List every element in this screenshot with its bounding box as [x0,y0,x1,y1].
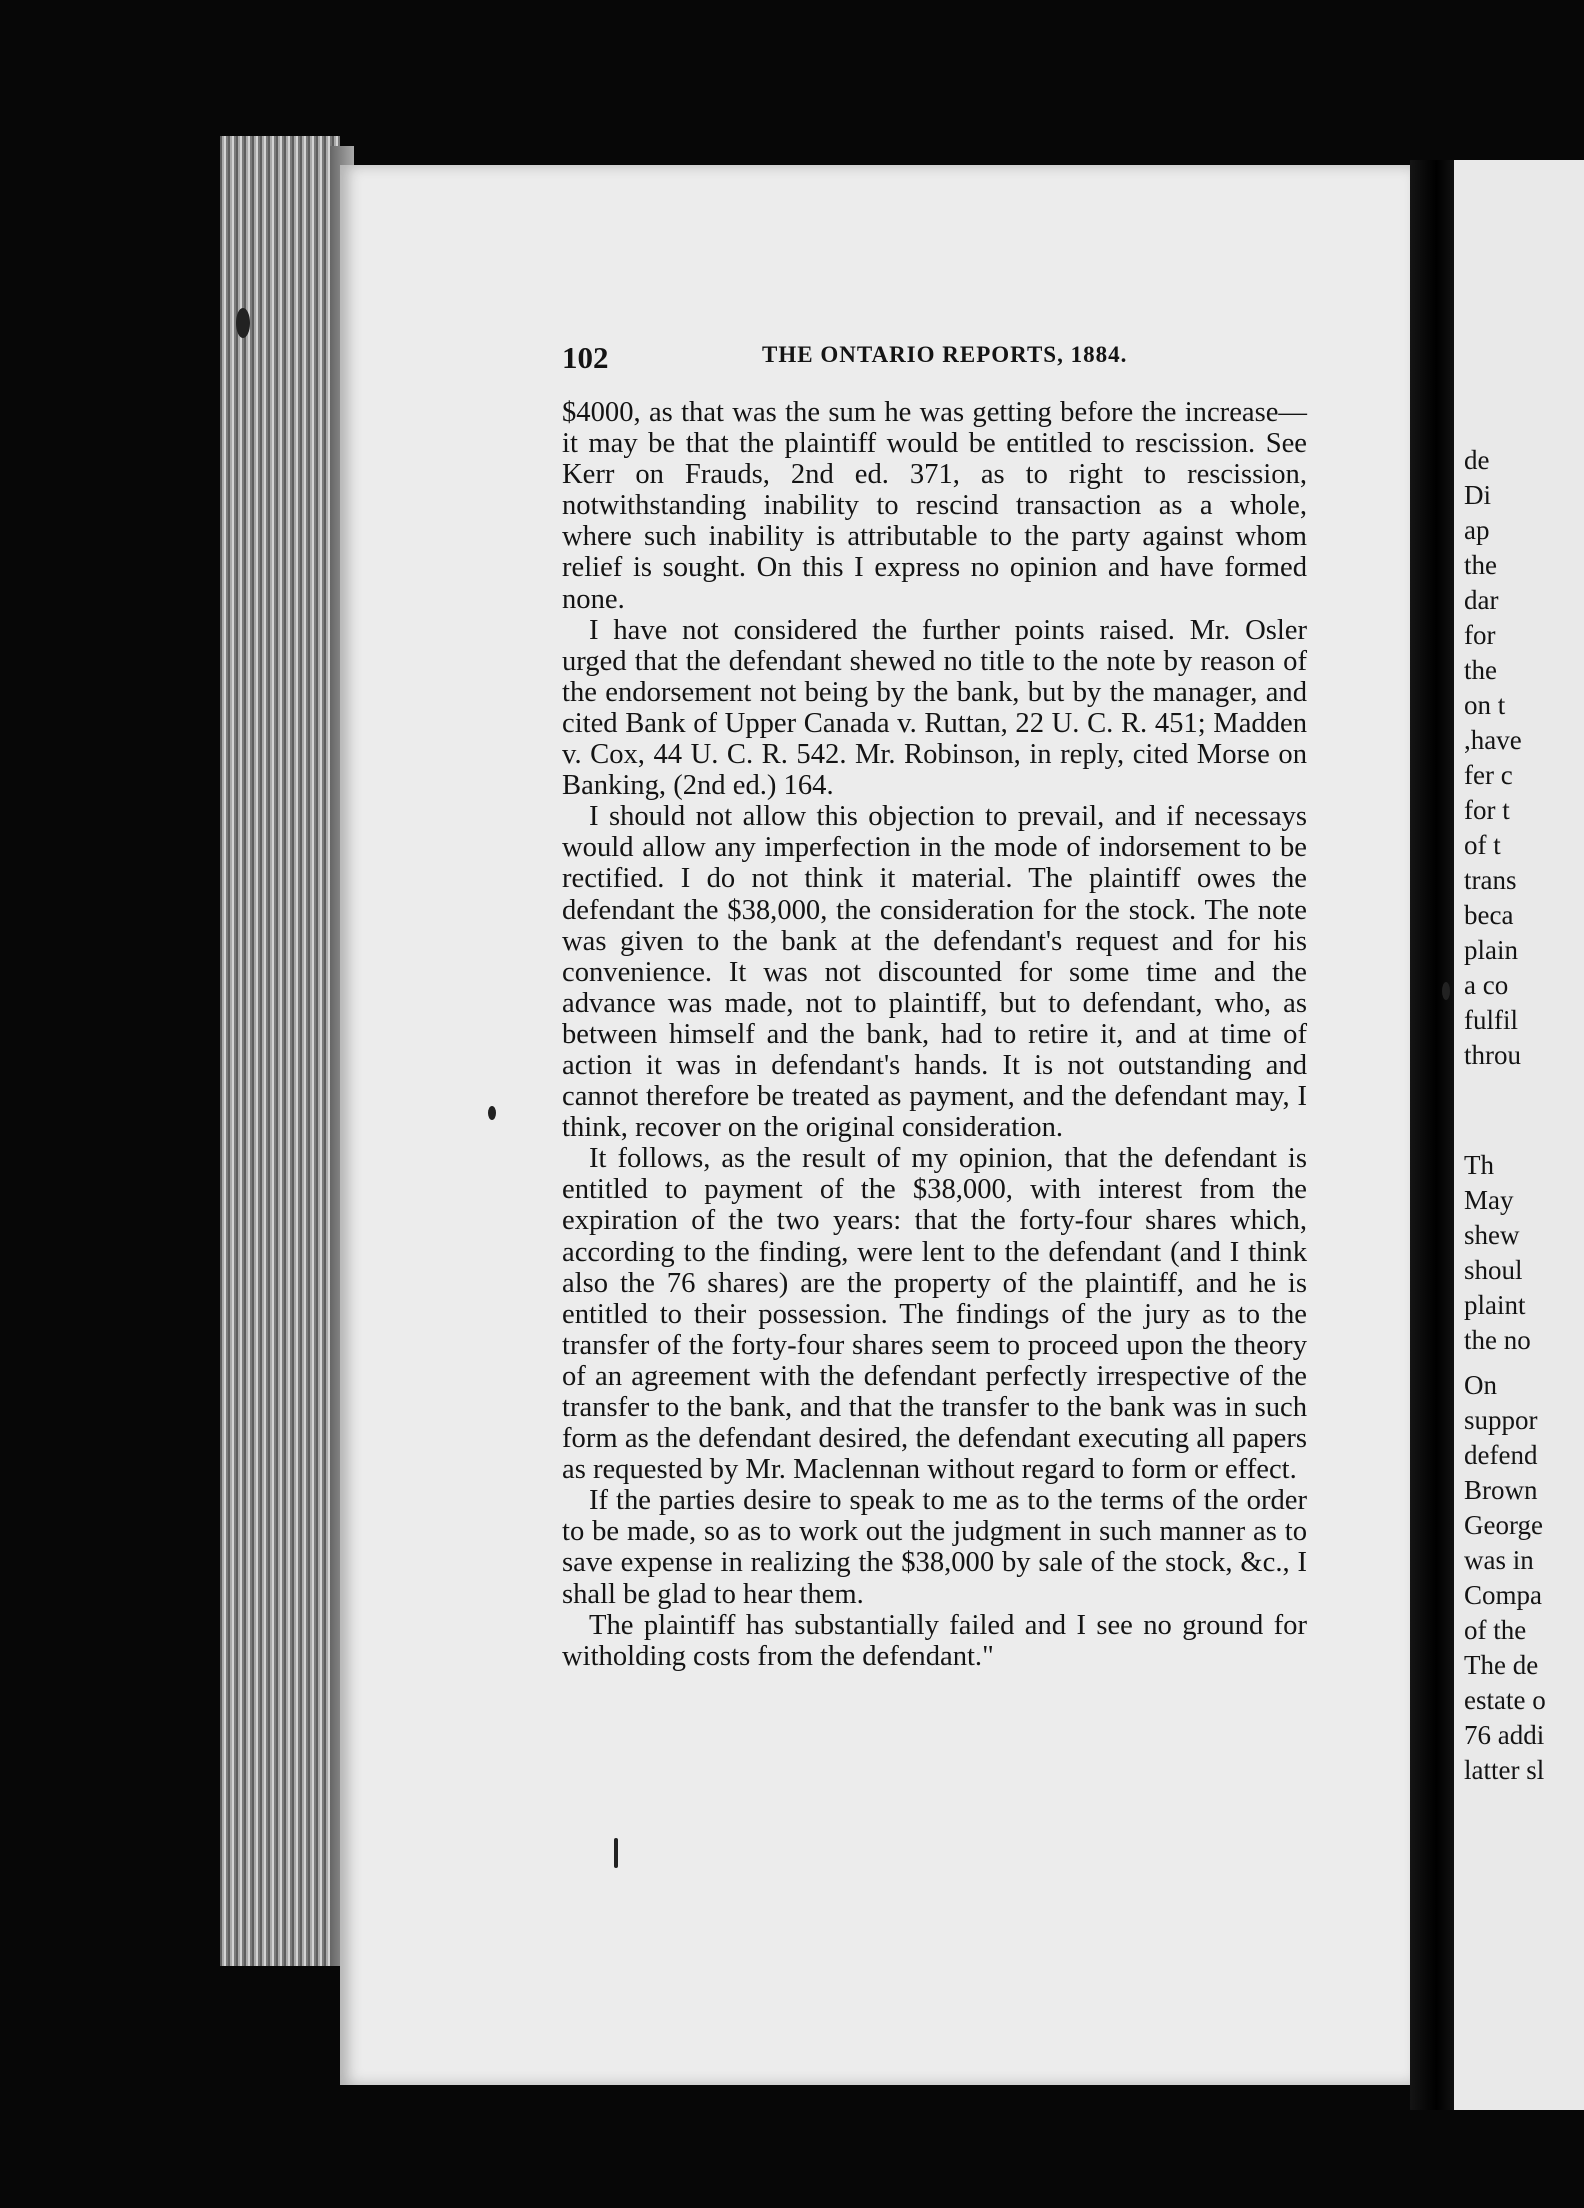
book-page-edges [220,136,340,1966]
adjacent-line: of t [1464,830,1501,860]
adjacent-line: May [1464,1185,1514,1215]
adjacent-line: plaint [1464,1290,1526,1320]
adjacent-line: a co [1464,970,1509,1000]
adjacent-line: de [1464,445,1490,475]
running-head: THE ONTARIO REPORTS, 1884. [762,342,1128,367]
ink-mark [614,1838,618,1868]
ink-blot [1442,982,1450,1000]
ink-blot [488,1106,496,1120]
paragraph-1: $4000, as that was the sum he was getting before the increase—it may be that the plaintiff would be entitled to rescission. See Kerr on Frauds, 2nd ed. 371, as to right to rescission, notwithstanding inability to rescind transaction as a whole, where such inability is attributable to the party against whom relief is sought. On this I express no opinion and have formed none. [562,397,1307,615]
adjacent-line: trans [1464,865,1517,895]
body-text [562,397,1307,1672]
paragraph-2: I have not considered the further points raised. Mr. Osler urged that the defendant shewed no title to the note by reason of the endorsement not being by the bank, but by the manager, and cited Bank of Upper Canada v. Ruttan, 22 U. C. R. 451; Madden v. Cox, 44 U. C. R. 542. Mr. Robinson, in reply, cited Morse on Banking, (2nd ed.) 164. [562,614,1307,802]
paragraph-3: I should not allow this objection to prevail, and if necessays would allow any imperfection in the mode of indorsement to be rectified. I do not think it material. The plaintiff owes the defendant the $38,000, the consideration for the stock. The note was given to the bank at the defendant's request and for his convenience. It was not discounted for some time and the advance was made, not to plaintiff, but to defendant, who, as between himself and the bank, had to retire it, and at time of action it was in defendant's hands. It is not outstanding and cannot therefore be treated as payment, and the defendant may, I think, recover on the original consideration. [562,801,1307,1144]
page-number: 102 [562,340,609,375]
paragraph-6: The plaintiff has substantially failed and I see no ground for witholding costs from the defendant." [562,1609,1307,1672]
adjacent-line: was in [1464,1545,1534,1575]
adjacent-line: fulfil [1464,1005,1518,1035]
adjacent-line: estate o [1464,1685,1546,1715]
adjacent-line: George [1464,1510,1543,1540]
adjacent-line: for [1464,620,1496,650]
adjacent-line: Compa [1464,1580,1542,1610]
ink-blot [236,308,250,338]
adjacent-line: Th [1464,1150,1494,1180]
adjacent-line: throu [1464,1040,1521,1070]
adjacent-line: on t [1464,690,1506,720]
adjacent-line: plain [1464,935,1518,965]
paragraph-4: It follows, as the result of my opinion, that the defendant is entitled to payment of the $38,000, with interest from the expiration of the two years: that the forty-four shares which, according to the finding, were lent to the defendant (and I think also the 76 shares) are the property of the plaintiff, and he is entitled to their possession. The findings of the jury as to the transfer of the forty-four shares seem to proceed upon the theory of an agreement with the defendant perfectly irrespective of the transfer to the bank, and that the transfer to the bank was in such form as the defendant desired, the defendant executing all papers as requested by Mr. Maclennan without regard to form or effect. [562,1143,1307,1486]
paragraph-5: If the parties desire to speak to me as to the terms of the order to be made, so as to work out the judgment in such manner as to save expense in realizing the $38,000 by sale of the stock, &c., I shall be glad to hear them. [562,1485,1307,1610]
adjacent-line: fer c [1464,760,1513,790]
adjacent-line: for t [1464,795,1510,825]
adjacent-line: the [1464,655,1497,685]
adjacent-line: Di [1464,480,1491,510]
adjacent-line: The de [1464,1650,1539,1680]
adjacent-line: On [1464,1370,1497,1400]
adjacent-page [1454,160,1584,2110]
adjacent-line: Brown [1464,1475,1538,1505]
adjacent-line: shoul [1464,1255,1523,1285]
adjacent-line: dar [1464,585,1499,615]
adjacent-line: suppor [1464,1405,1538,1435]
book-gutter [1410,160,1454,2110]
adjacent-line: shew [1464,1220,1520,1250]
adjacent-line: ,have [1464,725,1522,755]
adjacent-line: beca [1464,900,1514,930]
adjacent-line: 76 addi [1464,1720,1545,1750]
adjacent-line: latter sl [1464,1755,1545,1785]
adjacent-line: defend [1464,1440,1538,1470]
adjacent-line: the [1464,550,1497,580]
adjacent-line: ap [1464,515,1490,545]
adjacent-line: the no [1464,1325,1531,1355]
adjacent-line: of the [1464,1615,1527,1645]
